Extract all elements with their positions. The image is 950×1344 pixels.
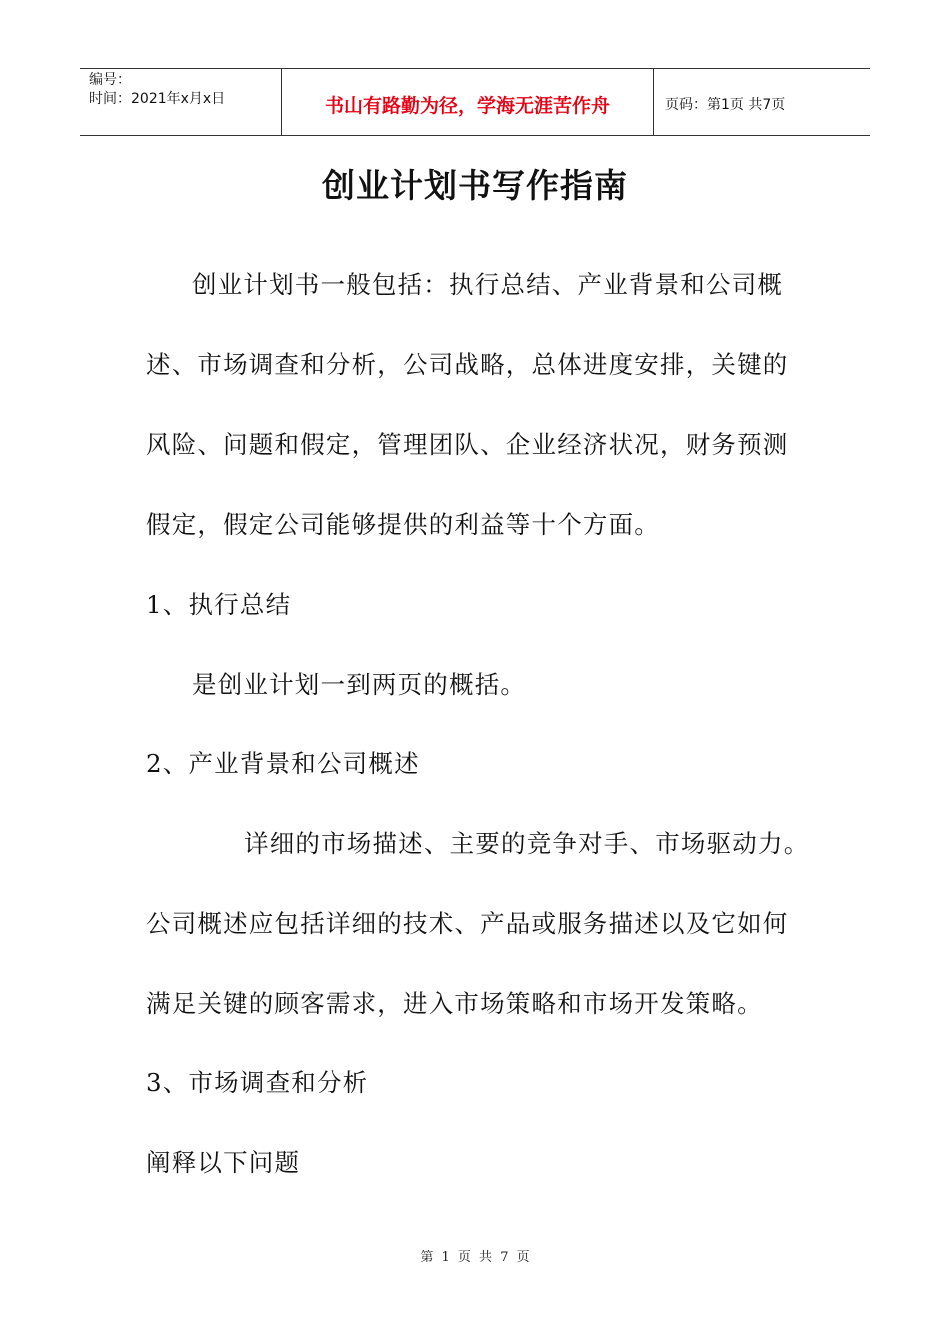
section-paragraph-line: 公司概述应包括详细的技术、产品或服务描述以及它如何 bbox=[146, 909, 789, 938]
section-heading: 2、产业背景和公司概述 bbox=[146, 749, 420, 778]
page-footer: 第 1 页 共 7 页 bbox=[420, 1250, 530, 1265]
section-paragraph: 阐释以下问题 bbox=[146, 1148, 301, 1177]
section-heading: 1、执行总结 bbox=[146, 590, 292, 619]
intro-line: 述、市场调查和分析，公司战略，总体进度安排，关键的 bbox=[146, 350, 789, 379]
section-heading: 3、市场调查和分析 bbox=[146, 1068, 369, 1097]
document-title: 创业计划书写作指南 bbox=[322, 166, 628, 205]
header-meta bbox=[80, 69, 282, 135]
serial-label: 编号： bbox=[89, 72, 131, 88]
section-paragraph-line: 详细的市场描述、主要的竞争对手、市场驱动力。 bbox=[244, 829, 810, 858]
intro-line: 风险、问题和假定，管理团队、企业经济状况，财务预测 bbox=[146, 430, 789, 459]
header-page-info: 页码：第1页 共7页 bbox=[665, 97, 786, 113]
page-header bbox=[80, 68, 870, 136]
header-motto: 书山有路勤为径，学海无涯苦作舟 bbox=[282, 69, 654, 135]
section-paragraph-line: 满足关键的顾客需求，进入市场策略和市场开发策略。 bbox=[146, 989, 763, 1018]
intro-line: 创业计划书一般包括：执行总结、产业背景和公司概 bbox=[192, 270, 784, 299]
section-paragraph: 是创业计划一到两页的概括。 bbox=[192, 670, 527, 699]
time-label: 时间：2021年x月x日 bbox=[89, 91, 226, 107]
intro-line: 假定，假定公司能够提供的利益等十个方面。 bbox=[146, 510, 660, 539]
